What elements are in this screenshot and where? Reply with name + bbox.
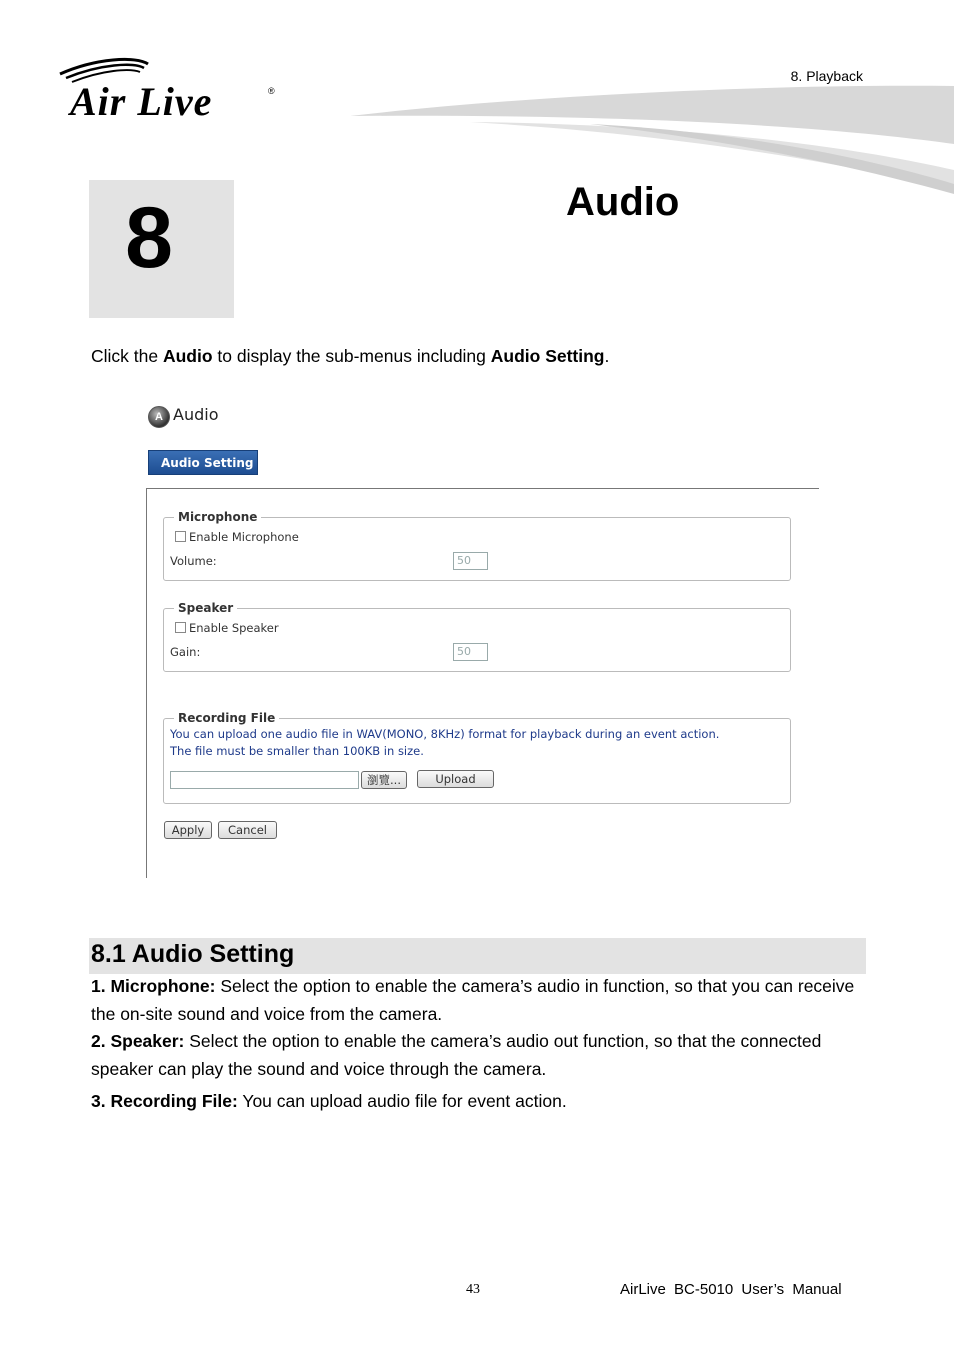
- item-text: You can upload audio file for event action.: [237, 1091, 567, 1111]
- tab-audio-setting[interactable]: Audio Setting: [148, 450, 258, 475]
- intro-text: Click the: [91, 346, 163, 366]
- intro-paragraph: [91, 346, 609, 367]
- microphone-group: [163, 510, 791, 581]
- item-text: Select the option to enable the camera’s audio out function, so that the connected speaker can play the sound and voice through the camera.: [91, 1031, 822, 1079]
- volume-label: Volume:: [170, 554, 217, 568]
- enable-microphone-checkbox[interactable]: [175, 531, 186, 542]
- section-item-speaker: [91, 1028, 871, 1083]
- chapter-number: 8: [125, 190, 173, 286]
- recording-file-description: [170, 726, 719, 760]
- item-label: 2. Speaker:: [91, 1031, 185, 1051]
- intro-bold-audio: Audio: [162, 346, 213, 366]
- upload-button[interactable]: Upload: [417, 770, 494, 788]
- enable-speaker-label: Enable Speaker: [189, 621, 279, 635]
- cancel-button[interactable]: Cancel: [218, 821, 277, 839]
- browse-button[interactable]: 瀏覽...: [361, 771, 407, 789]
- chapter-title: Audio: [566, 180, 680, 224]
- airlive-logo-text: Air Live: [70, 79, 213, 124]
- section-item-recording-file: [91, 1088, 871, 1116]
- gain-label: Gain:: [170, 645, 201, 659]
- enable-microphone-label: Enable Microphone: [189, 530, 299, 544]
- recording-file-path-input[interactable]: [170, 771, 359, 789]
- gain-input[interactable]: 50: [453, 643, 488, 661]
- recording-desc-line: The file must be smaller than 100KB in size.: [170, 744, 424, 758]
- speaker-legend: Speaker: [178, 601, 234, 615]
- header-decorative-swoosh: [340, 84, 954, 194]
- section-title: 8.1 Audio Setting: [91, 940, 295, 968]
- intro-text: .: [604, 346, 610, 366]
- apply-button[interactable]: Apply: [164, 821, 212, 839]
- intro-text: to display the sub-menus including: [212, 346, 491, 366]
- recording-file-legend: Recording File: [178, 711, 276, 725]
- microphone-legend: Microphone: [178, 510, 258, 524]
- manual-title: AirLive BC-5010 User’s Manual: [620, 1281, 842, 1298]
- running-section-label: 8. Playback: [790, 68, 863, 84]
- audio-menu-heading[interactable]: Audio: [173, 405, 219, 424]
- section-item-microphone: [91, 973, 871, 1028]
- volume-input[interactable]: 50: [453, 552, 488, 570]
- enable-speaker-checkbox[interactable]: [175, 622, 186, 633]
- speaker-group: [163, 601, 791, 672]
- recording-desc-line: You can upload one audio file in WAV(MONO, 8KHz) format for playback during an event action.: [170, 727, 720, 741]
- audio-menu-icon[interactable]: A: [148, 406, 170, 428]
- registered-mark: ®: [268, 86, 275, 96]
- item-label: 3. Recording File:: [91, 1091, 238, 1111]
- item-label: 1. Microphone:: [91, 976, 216, 996]
- page-number: 43: [466, 1282, 480, 1297]
- intro-bold-audio-setting: Audio Setting: [490, 346, 605, 366]
- item-text: Select the option to enable the camera’s audio in function, so that you can receive the on-site sound and voice from the camera.: [91, 976, 855, 1024]
